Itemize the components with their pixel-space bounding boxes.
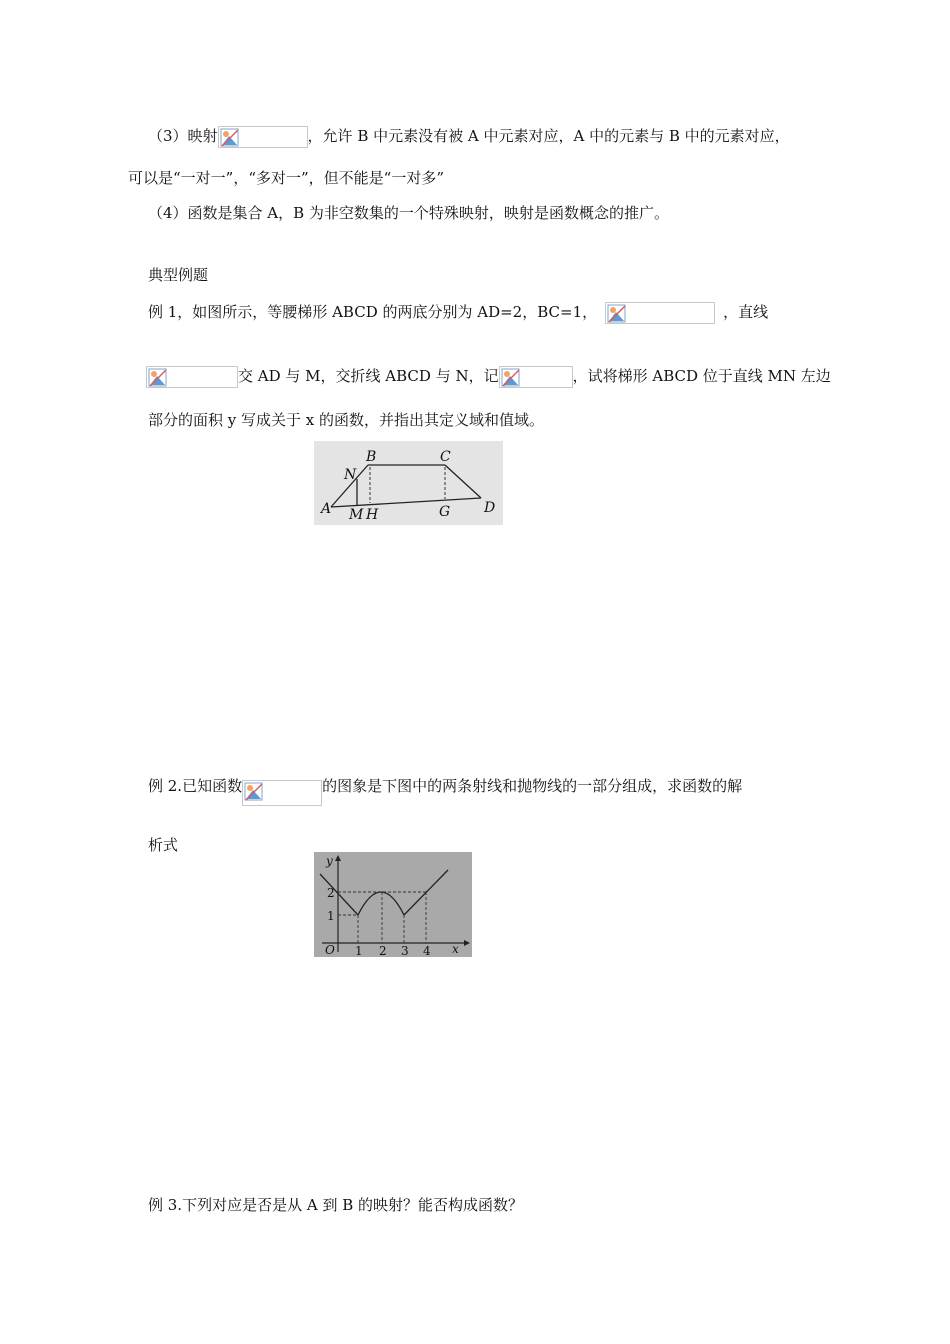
x-tick-1: 1 — [355, 944, 363, 957]
broken-image-icon — [218, 126, 308, 148]
example1-text4: ，试将梯形 ABCD 位于直线 MN 左边 — [572, 367, 831, 385]
broken-image-icon — [242, 780, 322, 806]
origin-label: O — [325, 943, 335, 957]
example3: 例 3.下列对应是否是从 A 到 B 的映射？能否构成函数？ — [148, 1196, 524, 1214]
example1-text1: 例 1，如图所示，等腰梯形 ABCD 的两底分别为 AD=2，BC=1， — [148, 303, 598, 321]
example2-line2: 析式 — [148, 836, 179, 854]
broken-image-icon — [605, 302, 715, 324]
example2-text2: 的图象是下图中的两条射线和抛物线的一部分组成，求函数的解 — [322, 777, 743, 795]
y-tick-2: 2 — [327, 886, 335, 900]
label-n: N — [344, 467, 357, 483]
x-tick-3: 3 — [401, 944, 409, 957]
section-title: 典型例题 — [148, 266, 209, 284]
example1-text3: 交 AD 与 M，交折线 ABCD 与 N，记 — [238, 367, 499, 385]
label-b: B — [366, 449, 377, 465]
x-tick-4: 4 — [423, 944, 431, 957]
y-axis-label: y — [326, 854, 333, 868]
function-graph-figure — [314, 852, 472, 957]
y-tick-1: 1 — [327, 909, 335, 923]
label-d: D — [484, 500, 496, 516]
para3-line1 — [148, 126, 790, 148]
label-g: G — [439, 504, 451, 520]
function-graph — [314, 852, 472, 957]
broken-image-icon — [499, 366, 573, 388]
label-m: M — [349, 507, 364, 523]
label-c: C — [440, 449, 451, 465]
label-h: H — [366, 507, 379, 523]
example1-text2: ，直线 — [723, 303, 769, 321]
broken-image-icon — [146, 366, 238, 388]
example1-line3: 部分的面积 y 写成关于 x 的函数，并指出其定义域和值域。 — [148, 411, 545, 429]
label-a: A — [321, 501, 332, 517]
example1-line1 — [148, 302, 768, 324]
trapezoid-diagram — [314, 441, 503, 525]
para3-text1: （3）映射 — [148, 127, 218, 145]
trapezoid-figure — [314, 441, 503, 525]
para4: （4）函数是集合 A，B 为非空数集的一个特殊映射，映射是函数概念的推广。 — [148, 204, 669, 222]
example2-text1: 例 2.已知函数 — [148, 777, 243, 795]
para3-line2: 可以是“一对一”，“多对一”，但不能是“一对多” — [128, 169, 445, 187]
x-tick-2: 2 — [379, 944, 387, 957]
example2-line1 — [148, 768, 742, 806]
para3-text2: ，允许 B 中元素没有被 A 中元素对应，A 中的元素与 B 中的元素对应， — [307, 127, 790, 145]
example1-line2 — [146, 366, 831, 388]
x-axis-label: x — [452, 942, 459, 956]
